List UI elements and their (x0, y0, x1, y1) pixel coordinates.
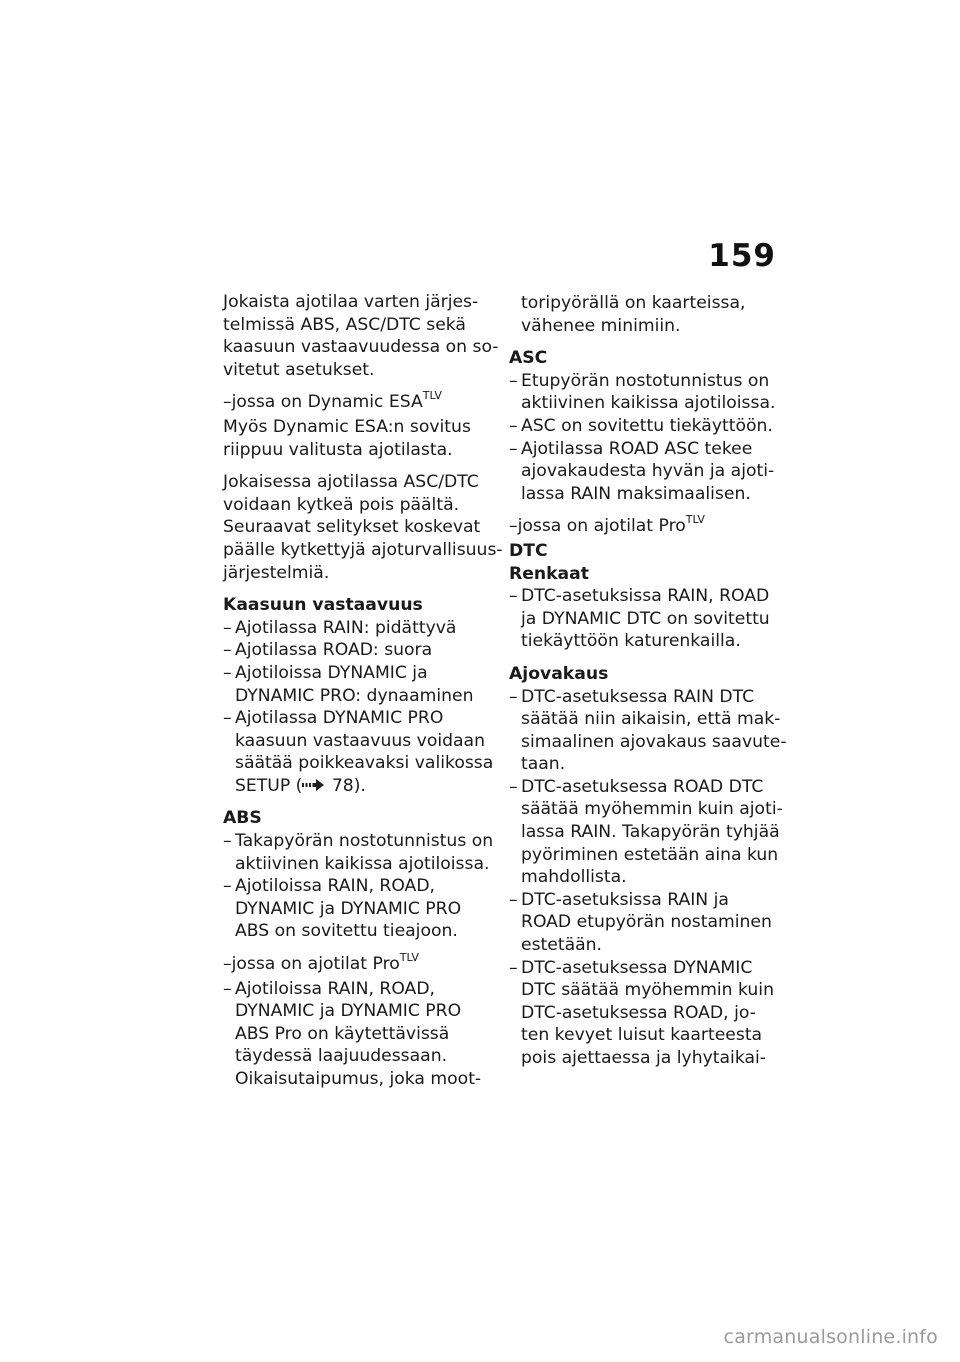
text-line: Seuraavat selitykset koskevat (223, 517, 481, 538)
continuation-paragraph (509, 292, 781, 337)
list-item-line: DTC-asetuksessa ROAD DTC (521, 776, 764, 797)
list-item-line: DTC säätää myöhemmin kuin (521, 980, 774, 1001)
list-item-line: Ajotilassa ROAD ASC tekee (521, 438, 753, 459)
list-item-line: tiekäyttöön katurenkailla. (521, 631, 741, 652)
asc-list (509, 370, 781, 506)
dash-bullet: – (223, 831, 232, 852)
text-line: järjestelmiä. (223, 562, 330, 583)
dynamic-esa-condition (223, 391, 495, 416)
dash-bullet: – (223, 640, 232, 661)
list-item (223, 830, 495, 875)
tyres-list (509, 585, 781, 653)
asc-dtc-paragraph (223, 471, 503, 584)
list-item-line: lassa RAIN maksimaalisen. (521, 483, 751, 504)
text-line: riippuu valitusta ajotilasta. (223, 439, 453, 460)
text-line: Myös Dynamic ESA:n sovitus (223, 416, 471, 437)
list-item (223, 707, 495, 775)
list-item-line: Ajotiloissa RAIN, ROAD, (235, 876, 436, 897)
tlv-superscript: TLV (685, 513, 705, 527)
list-item (223, 617, 495, 640)
list-item-line: DYNAMIC ja DYNAMIC PRO (235, 898, 462, 919)
dash-bullet: – (509, 438, 518, 459)
list-item-line: ASC on sovitettu tiekäyttöön. (521, 415, 773, 436)
list-item-line: DYNAMIC ja DYNAMIC PRO (235, 1001, 462, 1022)
list-item-line: aktiivinen kaikissa ajotiloissa. (521, 393, 776, 414)
text-line: Jokaisessa ajotilassa ASC/DTC (223, 472, 479, 493)
abs-heading: ABS (223, 808, 262, 829)
list-item-line: säätää niin aikaisin, että mak- (521, 709, 781, 730)
list-item (509, 415, 781, 438)
stability-heading: Ajovakaus (509, 663, 609, 684)
tyres-heading: Renkaat (509, 563, 589, 584)
list-item-line: ABS Pro on käytettävissä (235, 1023, 450, 1044)
list-item-line: lassa RAIN. Takapyörän tyhjää (521, 822, 780, 843)
tlv-superscript: TLV (422, 389, 442, 403)
right-column (509, 292, 787, 1080)
list-item (509, 585, 781, 653)
tlv-superscript: TLV (399, 951, 419, 965)
dash-bullet: – (509, 776, 518, 797)
list-item (223, 978, 495, 1091)
text-line: telmissä ABS, ASC/DTC sekä (223, 314, 466, 335)
list-item (223, 775, 495, 798)
text-line: vitetut asetukset. (223, 359, 375, 380)
list-item (509, 686, 787, 776)
pro-condition-text: –jossa on ajotilat Pro (509, 516, 686, 537)
list-item-line: ja DYNAMIC DTC on sovitettu (521, 608, 770, 629)
throttle-response-heading: Kaasuun vastaavuus (223, 595, 423, 616)
list-item-line: aktiivinen kaikissa ajotiloissa. (235, 853, 490, 874)
esa-condition-text: –jossa on Dynamic ESA (223, 392, 423, 413)
left-column (223, 291, 503, 1101)
list-item-line: taan. (521, 754, 566, 775)
abs-pro-list (223, 978, 495, 1091)
list-item-line: säätää myöhemmin kuin ajoti- (521, 799, 783, 820)
esa-text (223, 416, 495, 461)
list-item-line: Takapyörän nostotunnistus on (235, 831, 494, 852)
dash-bullet: – (509, 889, 518, 910)
list-item (223, 875, 495, 943)
list-item-line: DTC-asetuksissa RAIN, ROAD (521, 586, 770, 607)
setup-reference-line (235, 775, 495, 798)
asc-pro-condition (509, 515, 781, 540)
dash-bullet: – (223, 662, 232, 683)
dash-bullet: – (509, 957, 518, 978)
setup-text: SETUP ( (235, 775, 303, 796)
list-item-line: säätää poikkeavaksi valikossa (235, 753, 494, 774)
throttle-response-list (223, 617, 495, 798)
text-line: kaasuun vastaavuudessa on so- (223, 337, 499, 358)
list-item-line: ajovakaudesta hyvän ja ajoti- (521, 461, 775, 482)
list-item (509, 889, 781, 957)
list-item-line: pois ajettaessa ja lyhytaikai- (521, 1048, 766, 1068)
list-item-line: simaalinen ajovakaus saavute- (521, 731, 787, 752)
intro-paragraph (223, 291, 499, 381)
dash-bullet: – (223, 876, 232, 897)
dash-bullet: – (223, 978, 232, 999)
dash-bullet: – (223, 708, 232, 729)
stability-list (509, 686, 787, 1070)
list-item-line: DTC-asetuksessa RAIN DTC (521, 686, 755, 707)
setup-page-ref: 78). (331, 775, 366, 796)
list-item-line: Ajotilassa ROAD: suora (235, 640, 433, 661)
dash-bullet: – (509, 370, 518, 391)
list-item (509, 370, 781, 415)
watermark-footer: carmanualsonline.info (723, 1326, 938, 1348)
dash-bullet: – (509, 686, 518, 707)
text-line: päälle kytkettyjä ajoturvallisuus- (223, 539, 503, 560)
list-item-line: DYNAMIC PRO: dynaaminen (235, 685, 474, 706)
list-item-line: DTC-asetuksissa RAIN ja (521, 889, 729, 910)
pro-condition-text: –jossa on ajotilat Pro (223, 954, 400, 975)
dash-bullet: – (509, 586, 518, 607)
list-item-line: DTC-asetuksessa DYNAMIC (521, 957, 753, 978)
list-item-line: Etupyörän nostotunnistus on (521, 370, 770, 391)
text-line: toripyörällä on kaarteissa, (521, 293, 746, 313)
dash-bullet: – (509, 415, 518, 436)
abs-list (223, 830, 495, 943)
list-item-line: Ajotiloissa RAIN, ROAD, (235, 978, 436, 999)
page-reference-arrow-icon (302, 779, 326, 791)
list-item-line: DTC-asetuksessa ROAD, jo- (521, 1002, 756, 1023)
list-item-line: estetään. (521, 935, 603, 956)
list-item-line: mahdollista. (521, 867, 627, 888)
list-item (509, 438, 781, 506)
list-item (509, 776, 781, 889)
text-line: vähenee minimiin. (521, 315, 681, 336)
dtc-heading: DTC (509, 540, 548, 561)
list-item (223, 639, 495, 662)
list-item-line: ten kevyet luisut kaarteesta (521, 1025, 763, 1046)
asc-heading: ASC (509, 348, 548, 369)
list-item-line: kaasuun vastaavuus voidaan (235, 730, 485, 751)
list-item-line: Ajotilassa RAIN: pidättyvä (235, 617, 457, 638)
text-line: Jokaista ajotilaa varten järjes- (223, 292, 479, 312)
dynamic-esa-section (223, 391, 495, 461)
list-item-line: täydessä laajuudessaan. (235, 1046, 448, 1067)
list-item-line: pyöriminen estetään aina kun (521, 844, 779, 865)
dash-bullet: – (223, 617, 232, 638)
list-item (509, 957, 781, 1070)
list-item-line: Ajotilassa DYNAMIC PRO (235, 708, 444, 729)
list-item-line: ROAD etupyörän nostaminen (521, 912, 772, 933)
page-number: 159 (708, 238, 776, 274)
text-line: voidaan kytkeä pois päältä. (223, 494, 460, 515)
list-item (223, 662, 495, 707)
abs-pro-condition (223, 953, 495, 978)
list-item-line: Ajotiloissa DYNAMIC ja (235, 662, 428, 683)
list-item-line: Oikaisutaipumus, joka moot- (235, 1069, 482, 1089)
list-item-line: ABS on sovitettu tieajoon. (235, 921, 458, 942)
